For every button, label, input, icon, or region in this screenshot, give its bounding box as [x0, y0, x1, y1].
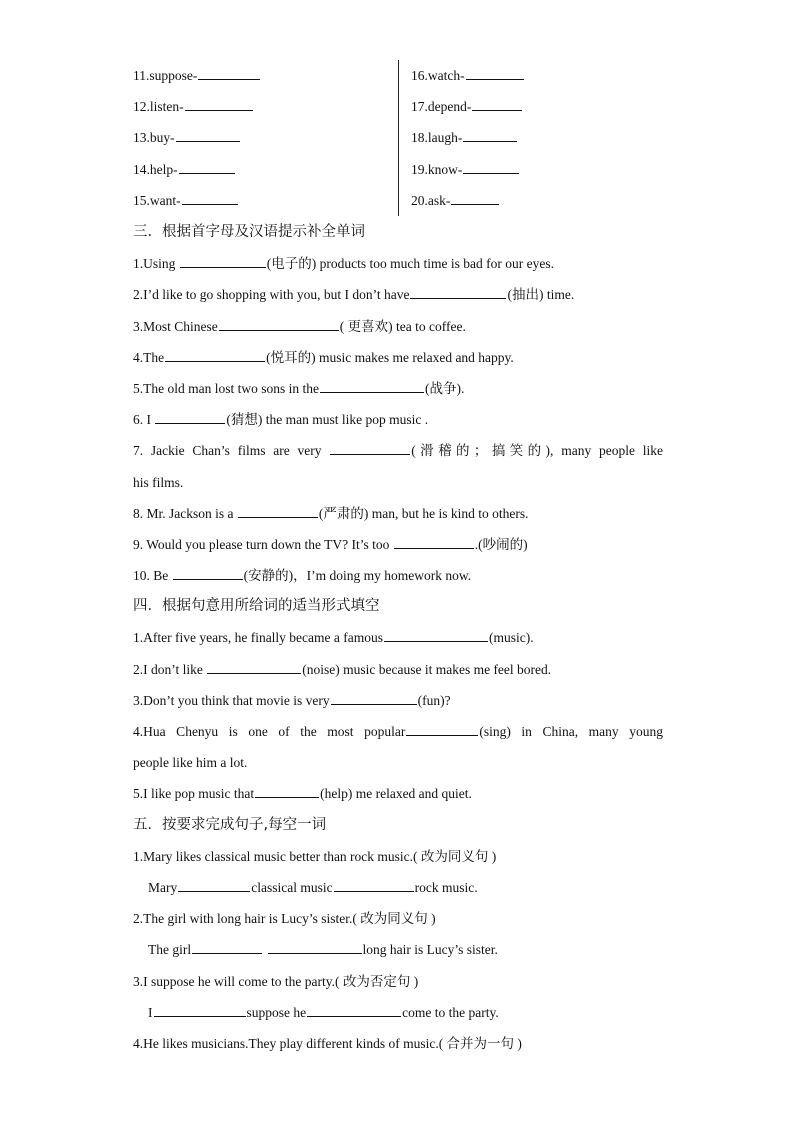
question-text: The girl	[148, 942, 192, 958]
answer-blank[interactable]	[178, 879, 250, 892]
question-text: 5.The old man lost two sons in the	[133, 380, 319, 396]
question-line	[133, 716, 663, 747]
question-text: 8. Mr. Jackson is a	[133, 505, 237, 521]
question-text: (fun)?	[417, 692, 451, 708]
question-line	[133, 872, 663, 903]
question-line	[133, 966, 663, 997]
answer-blank[interactable]	[334, 879, 414, 892]
word-list-right	[411, 60, 525, 216]
word-label: 19.know-	[411, 161, 463, 177]
answer-blank[interactable]	[155, 411, 225, 424]
section-3-items	[133, 248, 663, 591]
question-text: 4.He likes musicians.They play different kinds of music.( 合并为一句 )	[133, 1035, 522, 1051]
question-line	[133, 622, 663, 653]
answer-blank[interactable]	[451, 192, 499, 205]
answer-blank[interactable]	[154, 1004, 246, 1017]
question-text: 4.The	[133, 349, 165, 365]
answer-blank[interactable]	[463, 161, 519, 174]
word-item-left	[133, 91, 261, 122]
answer-blank[interactable]	[176, 129, 240, 142]
word-label: 11.suppose-	[133, 68, 198, 83]
question-text: 2.I don’t like	[133, 661, 207, 677]
word-label: 13.buy-	[133, 130, 175, 146]
question-line	[133, 1028, 663, 1059]
question-text: 5.I like pop music that	[133, 786, 255, 802]
answer-blank[interactable]	[331, 692, 417, 705]
question-text: (猜想) the man must like pop music .	[226, 412, 429, 428]
question-line	[133, 747, 663, 778]
answer-blank[interactable]	[255, 785, 319, 798]
question-line	[133, 342, 663, 373]
question-line	[133, 529, 663, 560]
answer-blank[interactable]	[466, 67, 524, 80]
section-5-heading: 五．按要求完成句子,每空一词	[133, 816, 327, 833]
question-text: 2.The girl with long hair is Lucy’s sister.( 改为同义句 )	[133, 911, 436, 927]
question-line	[133, 435, 663, 466]
question-text: long hair is Lucy’s sister.	[362, 942, 498, 958]
question-text: I	[148, 1004, 153, 1020]
question-text: (严肃的) man, but he is kind to others.	[318, 505, 529, 521]
question-line	[133, 373, 663, 404]
answer-blank[interactable]	[463, 129, 517, 142]
word-label: 18.laugh-	[411, 130, 463, 146]
question-text: 3.I suppose he will come to the party.( 改为否定句 )	[133, 973, 419, 989]
question-line	[133, 560, 663, 591]
word-label: 12.listen-	[133, 99, 184, 115]
question-text: (抽出) time.	[507, 287, 575, 303]
word-item-right	[411, 91, 525, 122]
word-label: 20.ask-	[411, 192, 451, 208]
answer-blank[interactable]	[320, 380, 424, 393]
question-text: .(吵闹的)	[474, 536, 528, 552]
answer-blank[interactable]	[219, 318, 339, 331]
word-item-right	[411, 122, 525, 153]
answer-blank[interactable]	[268, 941, 362, 954]
answer-blank[interactable]	[192, 941, 262, 954]
word-item-left	[133, 185, 261, 216]
word-label: 15.want-	[133, 192, 181, 208]
answer-blank[interactable]	[198, 67, 260, 80]
word-list-left	[133, 60, 261, 216]
answer-blank[interactable]	[185, 98, 253, 111]
question-line	[133, 778, 663, 809]
answer-blank[interactable]	[330, 442, 410, 455]
question-text: 9. Would you please turn down the TV? It’s too	[133, 536, 393, 552]
question-line	[133, 404, 663, 435]
question-text: Mary	[148, 879, 178, 895]
question-text: (安静的)，I’m doing my homework now.	[243, 568, 472, 584]
question-text: 2.I’d like to go shopping with you, but I don’t have	[133, 287, 410, 303]
question-text: 4.Hua Chenyu is one of the most popular	[133, 724, 406, 739]
question-text: (help) me relaxed and quiet.	[320, 786, 472, 802]
question-text: (电子的) products too much time is bad for our eyes.	[266, 256, 554, 272]
question-line	[133, 997, 663, 1028]
question-text: ( 更喜欢) tea to coffee.	[339, 318, 466, 334]
answer-blank[interactable]	[179, 161, 235, 174]
question-text: 7. Jackie Chan’s films are very	[133, 443, 330, 459]
question-text: rock music.	[414, 879, 478, 895]
column-divider	[398, 60, 399, 216]
word-label: 16.watch-	[411, 68, 465, 83]
question-line	[133, 248, 663, 279]
question-text: 3.Most Chinese	[133, 318, 218, 334]
answer-blank[interactable]	[384, 629, 488, 642]
section-4-heading: 四．根据句意用所给词的适当形式填空	[133, 598, 380, 615]
section-4-items	[133, 622, 663, 809]
question-line	[133, 279, 663, 310]
word-item-left	[133, 60, 261, 91]
word-item-right	[411, 60, 525, 91]
question-line	[133, 903, 663, 934]
answer-blank[interactable]	[410, 286, 506, 299]
question-line	[133, 498, 663, 529]
question-text: 1.Using	[133, 256, 179, 272]
answer-blank[interactable]	[173, 567, 243, 580]
word-item-left	[133, 154, 261, 185]
question-text: (悦耳的) music makes me relaxed and happy.	[266, 349, 514, 365]
question-text: 1.Mary likes classical music better than rock music.( 改为同义句 )	[133, 848, 497, 864]
question-line	[133, 311, 663, 342]
section-3-heading: 三．根据首字母及汉语提示补全单词	[133, 224, 365, 240]
word-label: 17.depend-	[411, 99, 472, 115]
question-text: (战争).	[425, 380, 465, 396]
question-line	[133, 934, 663, 965]
question-line	[133, 685, 663, 716]
question-text: (滑稽的；搞笑的), many people like	[411, 443, 663, 459]
word-item-left	[133, 122, 261, 153]
answer-blank[interactable]	[394, 536, 474, 549]
question-text: (music).	[489, 630, 534, 646]
question-line	[133, 654, 663, 685]
question-text: 6. I	[133, 412, 155, 428]
question-text: 1.After five years, he finally became a famous	[133, 630, 384, 646]
answer-blank[interactable]	[180, 255, 266, 268]
question-text: (sing) in China, many young	[479, 724, 663, 739]
question-text: 10. Be	[133, 568, 172, 584]
question-text: his films.	[133, 474, 184, 490]
question-text: suppose he	[246, 1004, 307, 1020]
question-text: 3.Don’t you think that movie is very	[133, 692, 330, 708]
question-text: come to the party.	[402, 1004, 499, 1020]
question-text	[263, 942, 266, 957]
answer-blank[interactable]	[472, 98, 522, 111]
word-item-right	[411, 185, 525, 216]
answer-blank[interactable]	[165, 349, 265, 362]
answer-blank[interactable]	[406, 723, 478, 736]
question-text: classical music	[251, 879, 333, 895]
section-5-items	[133, 841, 663, 1059]
answer-blank[interactable]	[182, 192, 238, 205]
question-line	[133, 467, 663, 498]
question-text: people like him a lot.	[133, 755, 248, 771]
word-item-right	[411, 154, 525, 185]
answer-blank[interactable]	[238, 505, 318, 518]
question-text: (noise) music because it makes me feel bored.	[302, 661, 552, 677]
question-line	[133, 841, 663, 872]
word-label: 14.help-	[133, 161, 178, 177]
answer-blank[interactable]	[207, 661, 301, 674]
answer-blank[interactable]	[307, 1004, 401, 1017]
exercise-content	[133, 217, 663, 1059]
